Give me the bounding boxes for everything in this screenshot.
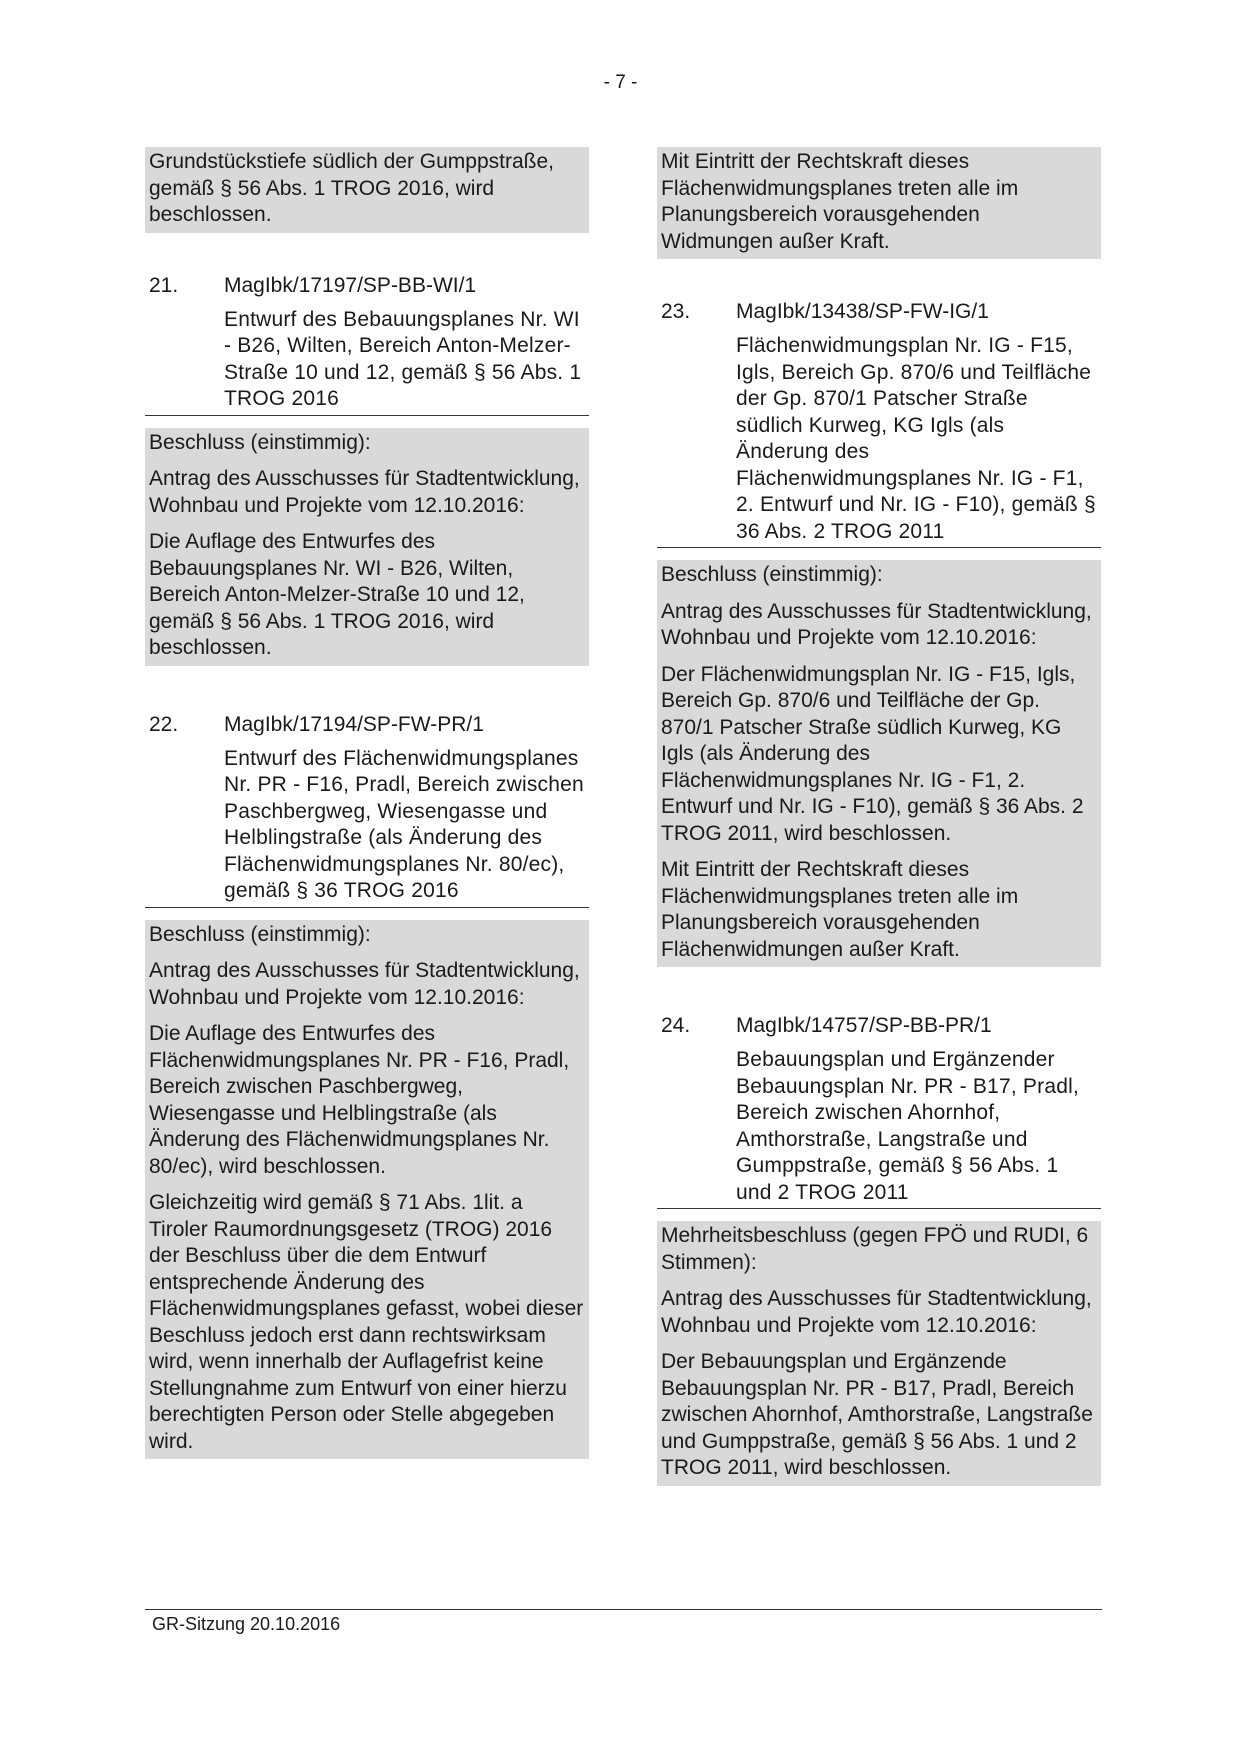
intro-block xyxy=(145,147,589,233)
divider xyxy=(657,547,1101,548)
agenda-item-22 xyxy=(145,712,589,1460)
item-title: Flächenwidmungsplan Nr. IG - F15, Igls, Bereich Gp. 870/6 und Teilfläche der Gp. 870/1 Patscher Straße südlich Kurweg, KG Igls (als Änderung des Flächenwidmungsplanes Nr. IG - F1, 2. Entwurf und Nr. IG - F10), gemäß § 36 Abs. 2 TROG 2011 xyxy=(736,334,1096,543)
footer-text: GR-Sitzung 20.10.2016 xyxy=(152,1614,341,1634)
intro-text: Mit Eintritt der Rechtskraft dieses Flächenwidmungsplanes treten alle im Planungsbereich vorausgehenden Widmungen außer Kraft. xyxy=(661,150,1019,253)
intro-block xyxy=(657,147,1101,259)
decision-text: Der Flächenwidmungsplan Nr. IG - F15, Igls, Bereich Gp. 870/6 und Teilfläche der Gp. 870/1 Patscher Straße südlich Kurweg, KG Igls (als Änderung des Flächenwidmungsplanes Nr. IG - F1, 2. Entwurf und Nr. IG - F10), gemäß § 36 Abs. 2 TROG 2011, wird beschlossen. xyxy=(661,662,1084,845)
item-number: 21. xyxy=(149,273,179,297)
right-column xyxy=(657,147,1101,1486)
item-title: Bebauungsplan und Ergänzender Bebauungsplan Nr. PR - B17, Pradl, Bereich zwischen Ahornhof, Amthorstraße, Langstraße und Gumppstraße, gemäß § 56 Abs. 1 und 2 TROG 2011 xyxy=(736,1048,1079,1204)
motion-text: Antrag des Ausschusses für Stadtentwicklung, Wohnbau und Projekte vom 12.10.2016: xyxy=(149,959,580,1009)
item-heading xyxy=(657,299,1101,325)
item-number: 23. xyxy=(661,300,691,323)
item-code: MagIbk/13438/SP-FW-IG/1 xyxy=(736,300,989,323)
motion-text: Antrag des Ausschusses für Stadtentwicklung, Wohnbau und Projekte vom 12.10.2016: xyxy=(661,599,1092,649)
left-column xyxy=(145,147,589,1459)
decision-label: Beschluss (einstimmig): xyxy=(661,563,883,586)
item-heading xyxy=(657,1013,1101,1039)
decision-text: Der Bebauungsplan und Ergänzende Bebauungsplan Nr. PR - B17, Pradl, Bereich zwischen Ahornhof, Amthorstraße, Langstraße und Gumppstraße, gemäß § 56 Abs. 1 und 2 TROG 2011, wird beschlossen. xyxy=(661,1350,1093,1479)
item-number: 22. xyxy=(149,712,179,736)
item-code: MagIbk/17197/SP-BB-WI/1 xyxy=(224,273,477,297)
decision-label: Beschluss (einstimmig): xyxy=(149,922,371,946)
divider xyxy=(145,907,589,908)
agenda-item-23 xyxy=(657,299,1101,967)
decision-label: Beschluss (einstimmig): xyxy=(149,430,371,454)
item-code: MagIbk/14757/SP-BB-PR/1 xyxy=(736,1014,992,1037)
decision-text: Gleichzeitig wird gemäß § 71 Abs. 1lit. a Tiroler Raumordnungsgesetz (TROG) 2016 der Beschluss über die dem Entwurf entsprechende Änderung des Flächenwidmungsplanes gefasst, wobei dieser Beschluss jedoch erst dann rechtswirksam wird, wenn innerhalb der Auflagefrist keine Stellungnahme zum Entwurf von einer hierzu berechtigten Person oder Stelle abgegeben wird. xyxy=(149,1191,584,1453)
decision-label: Mehrheitsbeschluss (gegen FPÖ und RUDI, 6 Stimmen): xyxy=(661,1224,1089,1274)
decision-block xyxy=(657,560,1101,967)
footer-divider xyxy=(145,1609,1102,1610)
agenda-item-21 xyxy=(145,273,589,666)
item-heading xyxy=(145,712,589,738)
agenda-item-24 xyxy=(657,1013,1101,1486)
motion-text: Antrag des Ausschusses für Stadtentwicklung, Wohnbau und Projekte vom 12.10.2016: xyxy=(149,467,580,517)
item-number: 24. xyxy=(661,1014,691,1037)
decision-block xyxy=(145,428,589,666)
motion-text: Antrag des Ausschusses für Stadtentwicklung, Wohnbau und Projekte vom 12.10.2016: xyxy=(661,1287,1092,1337)
item-code: MagIbk/17194/SP-FW-PR/1 xyxy=(224,712,484,736)
decision-text: Die Auflage des Entwurfes des Flächenwidmungsplanes Nr. PR - F16, Pradl, Bereich zwischen Paschbergweg, Wiesengasse und Helblingstraße (als Änderung des Flächenwidmungsplanes Nr. 80/ec), wird beschlossen. xyxy=(149,1022,570,1178)
divider xyxy=(657,1208,1101,1209)
item-title: Entwurf des Bebauungsplanes Nr. WI - B26, Wilten, Bereich Anton-Melzer-Straße 10 und 12, gemäß § 56 Abs. 1 TROG 2016 xyxy=(224,307,582,410)
item-title: Entwurf des Flächenwidmungsplanes Nr. PR - F16, Pradl, Bereich zwischen Paschbergweg, Wiesengasse und Helblingstraße (als Änderung des Flächenwidmungsplanes Nr. 80/ec), gemäß § 36 TROG 2016 xyxy=(224,746,584,902)
decision-block xyxy=(145,920,589,1460)
decision-block xyxy=(657,1221,1101,1486)
intro-text: Grundstückstiefe südlich der Gumppstraße, gemäß § 56 Abs. 1 TROG 2016, wird beschlossen. xyxy=(149,150,555,226)
item-heading xyxy=(145,273,589,299)
divider xyxy=(145,415,589,416)
decision-text: Mit Eintritt der Rechtskraft dieses Flächenwidmungsplanes treten alle im Planungsbereich vorausgehenden Flächenwidmungen außer Kraft. xyxy=(661,858,1019,961)
page-number: - 7 - xyxy=(603,72,638,93)
decision-text: Die Auflage des Entwurfes des Bebauungsplanes Nr. WI - B26, Wilten, Bereich Anton-Melzer-Straße 10 und 12, gemäß § 56 Abs. 1 TROG 2016, wird beschlossen. xyxy=(149,530,525,659)
